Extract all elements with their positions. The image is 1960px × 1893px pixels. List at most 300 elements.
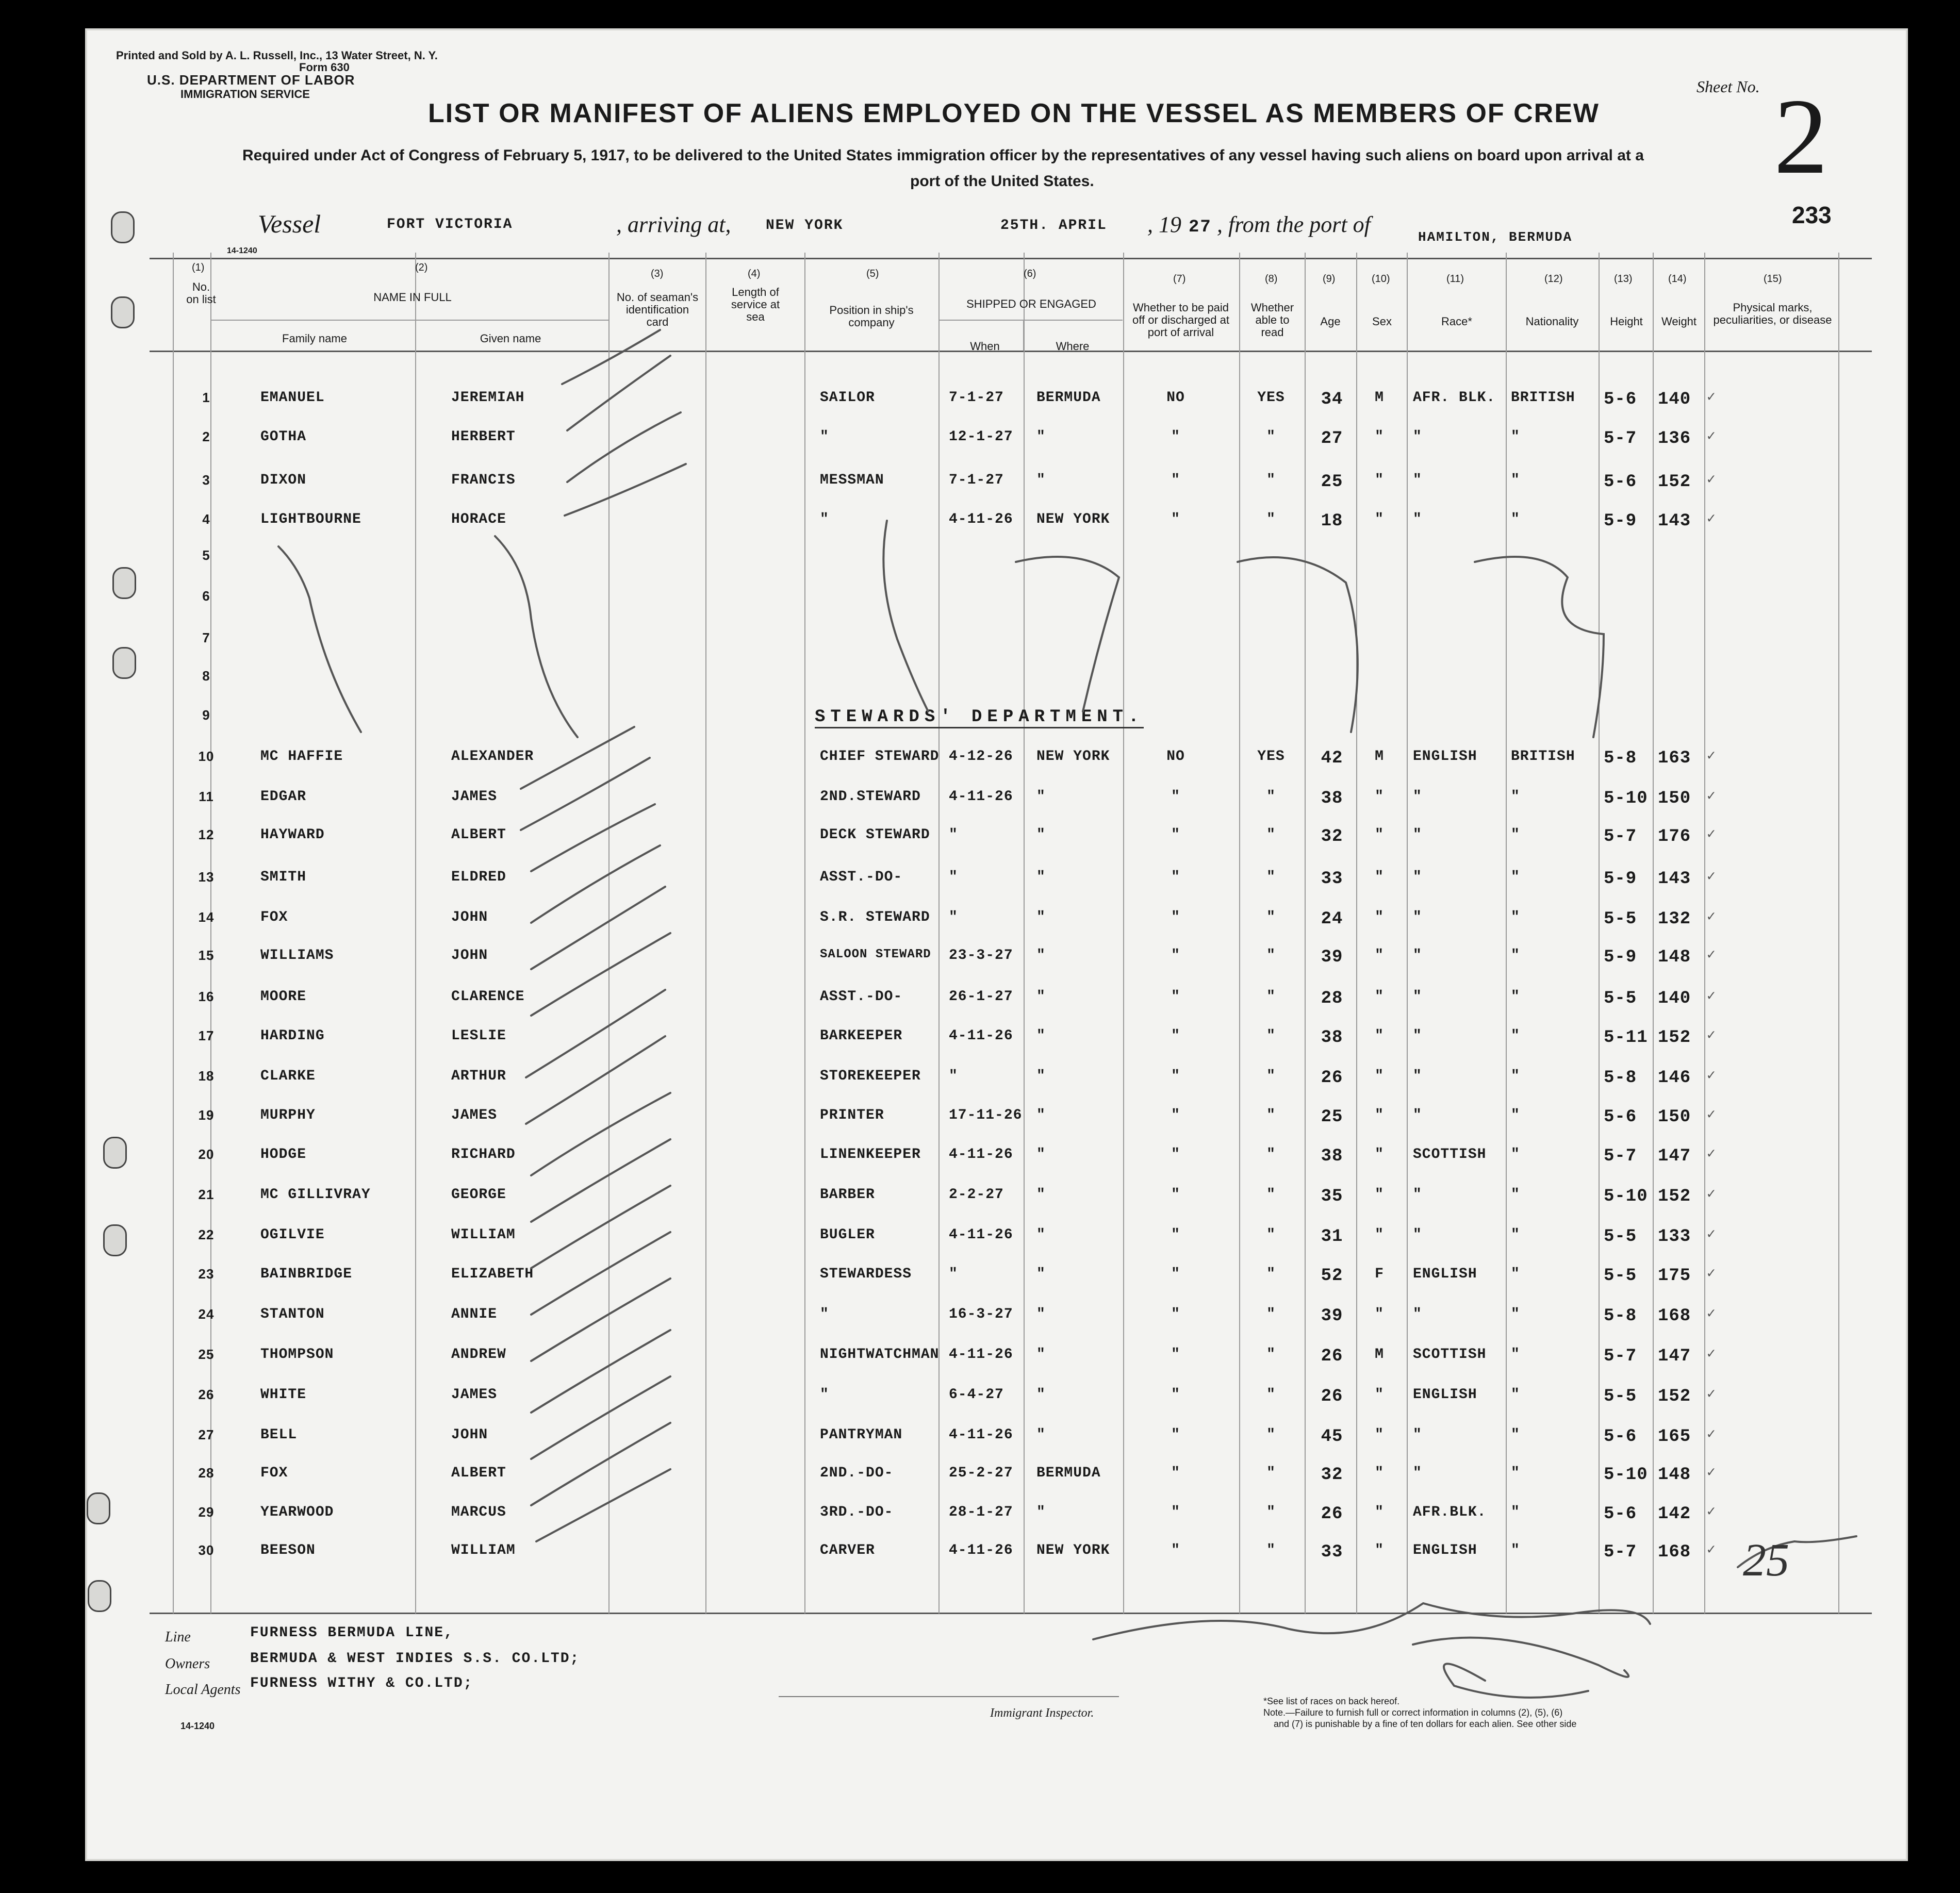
row-position: SALOON STEWARD <box>820 948 931 961</box>
check-mark-icon: ✓ <box>1707 1347 1716 1363</box>
row-no: 13 <box>198 869 215 885</box>
row-race: AFR.BLK. <box>1413 1504 1487 1520</box>
row-no: 4 <box>202 511 210 527</box>
row-no: 14 <box>198 909 215 925</box>
row-where: " <box>1036 1187 1046 1203</box>
row-family: MC GILLIVRAY <box>260 1187 371 1203</box>
check-mark-icon: ✓ <box>1707 1465 1716 1481</box>
row-read: " <box>1266 1347 1276 1363</box>
form-code: 14-1240 <box>227 246 257 255</box>
vessel-label: Vessel <box>258 209 321 238</box>
row-read: " <box>1266 1306 1276 1322</box>
row-age: 27 <box>1321 429 1343 449</box>
row-no: 11 <box>199 789 214 804</box>
col8-number: (8) <box>1265 273 1278 285</box>
row-age: 26 <box>1321 1347 1343 1366</box>
row-given: LESLIE <box>451 1028 506 1044</box>
row-paid: " <box>1171 948 1180 964</box>
row-where: " <box>1036 1227 1046 1243</box>
total-count-mark: 25 <box>1743 1535 1789 1586</box>
row-height: 5-10 <box>1604 789 1648 808</box>
row-paid: " <box>1171 1504 1180 1520</box>
arriving-label: , arriving at, <box>616 212 731 237</box>
col11-number: (11) <box>1446 273 1464 285</box>
row-family: SMITH <box>260 869 307 885</box>
row-age: 52 <box>1321 1266 1343 1286</box>
row-race: ENGLISH <box>1413 1542 1477 1558</box>
row-when: 12-1-27 <box>949 429 1013 445</box>
row-height: 5-7 <box>1604 429 1637 449</box>
row-sex: " <box>1375 1107 1384 1123</box>
owners-label: Owners <box>165 1656 210 1672</box>
row-no: 5 <box>202 547 210 563</box>
row-position: DECK STEWARD <box>820 827 930 843</box>
row-height: 5-5 <box>1604 1266 1637 1286</box>
check-mark-icon: ✓ <box>1707 989 1716 1005</box>
row-where: " <box>1036 1266 1046 1282</box>
row-where: " <box>1036 827 1046 843</box>
col15-header: Physical marks, peculiarities, or disease <box>1713 301 1832 326</box>
row-family: HAYWARD <box>260 827 325 843</box>
row-read: " <box>1266 869 1276 885</box>
row-where: " <box>1036 1347 1046 1363</box>
check-mark-icon: ✓ <box>1707 1266 1716 1282</box>
row-weight: 142 <box>1658 1504 1691 1524</box>
check-mark-icon: ✓ <box>1707 511 1716 527</box>
shipping-line: FURNESS BERMUDA LINE, <box>250 1625 454 1641</box>
row-sex: " <box>1375 1028 1384 1044</box>
arrival-port: NEW YORK <box>766 218 844 234</box>
row-nat: " <box>1511 1465 1520 1481</box>
row-position: SAILOR <box>820 390 875 406</box>
row-position: BUGLER <box>820 1227 875 1243</box>
col6-number: (6) <box>1024 268 1036 279</box>
row-sex: " <box>1375 948 1384 964</box>
row-sex: " <box>1375 1306 1384 1322</box>
row-race: " <box>1413 1107 1422 1123</box>
from-port-label: , from the port of <box>1217 212 1371 237</box>
row-given: ELIZABETH <box>451 1266 534 1282</box>
row-given: JOHN <box>451 948 488 964</box>
row-read: " <box>1266 1068 1276 1084</box>
row-no: 1 <box>202 390 210 405</box>
row-position: " <box>820 429 829 445</box>
row-weight: 147 <box>1658 1147 1691 1166</box>
row-read: " <box>1266 1227 1276 1243</box>
row-given: JOHN <box>451 909 488 925</box>
row-sex: " <box>1375 869 1384 885</box>
row-family: GOTHA <box>260 429 307 445</box>
arrival-date: 25TH. APRIL <box>1000 218 1107 234</box>
row-sex: " <box>1375 1465 1384 1481</box>
row-paid: " <box>1171 1187 1180 1203</box>
department-name: U.S. DEPARTMENT OF LABOR <box>147 72 355 88</box>
row-weight: 143 <box>1658 511 1691 531</box>
row-family: FOX <box>260 909 288 925</box>
check-mark-icon: ✓ <box>1707 948 1716 964</box>
row-when: 16-3-27 <box>949 1306 1013 1322</box>
sheet-number: 2 <box>1774 77 1828 196</box>
row-age: 25 <box>1321 472 1343 492</box>
col13-header: Height <box>1610 315 1643 328</box>
row-position: STOREKEEPER <box>820 1068 921 1084</box>
row-height: 5-8 <box>1604 749 1637 768</box>
agents-label: Local Agents <box>165 1682 241 1698</box>
row-family: WHITE <box>260 1387 307 1403</box>
col6-header: SHIPPED OR ENGAGED <box>966 297 1096 310</box>
row-age: 45 <box>1321 1427 1343 1447</box>
row-weight: 168 <box>1658 1542 1691 1562</box>
col5-number: (5) <box>866 268 879 279</box>
given-name-header: Given name <box>480 332 541 345</box>
row-given: JAMES <box>451 789 498 805</box>
row-age: 39 <box>1321 1306 1343 1326</box>
row-sex: F <box>1375 1266 1384 1282</box>
row-no: 26 <box>198 1387 215 1402</box>
row-nat: " <box>1511 948 1520 964</box>
row-sex: " <box>1375 472 1384 488</box>
check-mark-icon: ✓ <box>1707 1306 1716 1322</box>
row-where: " <box>1036 1306 1046 1322</box>
row-nat: " <box>1511 1107 1520 1123</box>
col10-header: Sex <box>1372 315 1392 328</box>
row-position: ASST.-DO- <box>820 989 903 1005</box>
row-family: MURPHY <box>260 1107 316 1123</box>
row-age: 28 <box>1321 989 1343 1008</box>
row-weight: 147 <box>1658 1347 1691 1366</box>
row-race: " <box>1413 1427 1422 1443</box>
col9-header: Age <box>1320 315 1341 328</box>
row-where: " <box>1036 869 1046 885</box>
row-nat: " <box>1511 1147 1520 1163</box>
row-given: ARTHUR <box>451 1068 506 1084</box>
row-weight: 132 <box>1658 909 1691 929</box>
row-position: 3RD.-DO- <box>820 1504 894 1520</box>
row-position: BARBER <box>820 1187 875 1203</box>
row-where: " <box>1036 1387 1046 1403</box>
row-when: 23-3-27 <box>949 948 1013 964</box>
row-read: " <box>1266 429 1276 445</box>
row-height: 5-8 <box>1604 1306 1637 1326</box>
row-family: EMANUEL <box>260 390 325 406</box>
row-position: S.R. STEWARD <box>820 909 930 925</box>
row-no: 29 <box>198 1504 215 1520</box>
check-mark-icon: ✓ <box>1707 1107 1716 1123</box>
row-given: FRANCIS <box>451 472 516 488</box>
row-position: 2ND.STEWARD <box>820 789 921 805</box>
row-read: " <box>1266 1187 1276 1203</box>
row-position: ASST.-DO- <box>820 869 903 885</box>
row-height: 5-9 <box>1604 511 1637 531</box>
row-race: " <box>1413 948 1422 964</box>
row-nat: " <box>1511 827 1520 843</box>
row-age: 24 <box>1321 909 1343 929</box>
row-age: 32 <box>1321 1465 1343 1485</box>
row-race: " <box>1413 909 1422 925</box>
family-name-header: Family name <box>282 332 347 345</box>
row-height: 5-11 <box>1604 1028 1648 1048</box>
page-number: 233 <box>1792 202 1832 228</box>
row-where: NEW YORK <box>1036 1542 1110 1558</box>
row-race: ENGLISH <box>1413 749 1477 765</box>
row-when: 28-1-27 <box>949 1504 1013 1520</box>
col7-header: Whether to be paid off or discharged at port of arrival <box>1132 301 1229 339</box>
row-weight: 146 <box>1658 1068 1691 1088</box>
col4-header: Length of service at sea <box>731 286 780 323</box>
row-race: " <box>1413 511 1422 527</box>
row-read: " <box>1266 989 1276 1005</box>
row-nat: " <box>1511 511 1520 527</box>
row-paid: " <box>1171 909 1180 925</box>
col1-number: (1) <box>192 262 205 273</box>
row-nat: " <box>1511 1427 1520 1443</box>
row-family: LIGHTBOURNE <box>260 511 361 527</box>
row-when: 7-1-27 <box>949 472 1004 488</box>
inspector-signature-line <box>779 1696 1119 1697</box>
row-given: ALBERT <box>451 827 506 843</box>
row-height: 5-5 <box>1604 909 1637 929</box>
arrival-year: 27 <box>1189 218 1212 237</box>
row-weight: 148 <box>1658 948 1691 967</box>
penalty-note: Note.—Failure to furnish full or correct information in columns (2), (5), (6) <box>1263 1707 1563 1718</box>
row-sex: " <box>1375 511 1384 527</box>
row-paid: " <box>1171 789 1180 805</box>
row-given: JAMES <box>451 1387 498 1403</box>
row-race: SCOTTISH <box>1413 1347 1487 1363</box>
row-sex: " <box>1375 1227 1384 1243</box>
row-given: JEREMIAH <box>451 390 525 406</box>
row-read: " <box>1266 1387 1276 1403</box>
row-race: " <box>1413 989 1422 1005</box>
row-when: 4-11-26 <box>949 789 1013 805</box>
check-mark-icon: ✓ <box>1707 1427 1716 1443</box>
row-height: 5-8 <box>1604 1068 1637 1088</box>
departure-port: HAMILTON, BERMUDA <box>1418 229 1573 245</box>
row-weight: 143 <box>1658 869 1691 889</box>
row-read: " <box>1266 1147 1276 1163</box>
row-paid: " <box>1171 1028 1180 1044</box>
subtitle-continued: port of the United States. <box>910 173 1094 190</box>
row-race: " <box>1413 1028 1422 1044</box>
row-no: 7 <box>202 630 210 645</box>
row-weight: 150 <box>1658 789 1691 808</box>
row-paid: " <box>1171 472 1180 488</box>
row-where: " <box>1036 1427 1046 1443</box>
row-age: 38 <box>1321 1147 1343 1166</box>
row-when: " <box>949 1068 958 1084</box>
col3-header: No. of seaman's identification card <box>616 291 699 328</box>
row-nat: " <box>1511 909 1520 925</box>
row-sex: " <box>1375 1504 1384 1520</box>
row-race: SCOTTISH <box>1413 1147 1487 1163</box>
row-sex: M <box>1375 1347 1384 1363</box>
row-where: " <box>1036 429 1046 445</box>
row-no: 30 <box>198 1542 215 1558</box>
row-age: 34 <box>1321 390 1343 409</box>
row-height: 5-9 <box>1604 869 1637 889</box>
row-race: " <box>1413 1306 1422 1322</box>
check-mark-icon: ✓ <box>1707 429 1716 445</box>
col2-number: (2) <box>415 262 428 273</box>
row-weight: 168 <box>1658 1306 1691 1326</box>
row-race: " <box>1413 1465 1422 1481</box>
row-sex: " <box>1375 1187 1384 1203</box>
row-read: " <box>1266 472 1276 488</box>
row-when: 26-1-27 <box>949 989 1013 1005</box>
col15-number: (15) <box>1764 273 1782 285</box>
row-when: 17-11-26 <box>949 1107 1023 1123</box>
check-mark-icon: ✓ <box>1707 1187 1716 1203</box>
row-when: " <box>949 1266 958 1282</box>
row-age: 38 <box>1321 789 1343 808</box>
row-family: HODGE <box>260 1147 307 1163</box>
row-no: 28 <box>198 1465 215 1481</box>
department-label: STEWARDS' DEPARTMENT. <box>815 707 1144 728</box>
inspector-label: Immigrant Inspector. <box>990 1706 1094 1720</box>
row-read: YES <box>1257 749 1285 765</box>
row-no: 20 <box>198 1147 215 1162</box>
row-nat: " <box>1511 869 1520 885</box>
row-race: " <box>1413 789 1422 805</box>
row-age: 26 <box>1321 1068 1343 1088</box>
row-position: 2ND.-DO- <box>820 1465 894 1481</box>
row-where: " <box>1036 909 1046 925</box>
row-nat: " <box>1511 1068 1520 1084</box>
row-where: BERMUDA <box>1036 390 1101 406</box>
col13-number: (13) <box>1614 273 1633 285</box>
col14-number: (14) <box>1668 273 1687 285</box>
row-nat: " <box>1511 1542 1520 1558</box>
row-when: 7-1-27 <box>949 390 1004 406</box>
row-position: NIGHTWATCHMAN <box>820 1347 940 1363</box>
row-no: 10 <box>198 749 215 764</box>
row-read: " <box>1266 1266 1276 1282</box>
row-read: " <box>1266 1107 1276 1123</box>
row-sex: " <box>1375 429 1384 445</box>
row-sex: " <box>1375 989 1384 1005</box>
row-when: 4-11-26 <box>949 1427 1013 1443</box>
row-no: 18 <box>198 1068 215 1084</box>
col8-header: Whether able to read <box>1250 301 1294 339</box>
row-age: 26 <box>1321 1387 1343 1406</box>
row-no: 23 <box>198 1266 215 1282</box>
row-race: " <box>1413 1068 1422 1084</box>
check-mark-icon: ✓ <box>1707 789 1716 805</box>
row-where: " <box>1036 1068 1046 1084</box>
row-where: " <box>1036 948 1046 964</box>
row-paid: " <box>1171 1107 1180 1123</box>
footer-form-code: 14-1240 <box>180 1721 215 1731</box>
row-read: " <box>1266 1028 1276 1044</box>
row-paid: " <box>1171 1347 1180 1363</box>
service-name: IMMIGRATION SERVICE <box>180 88 310 101</box>
row-when: " <box>949 909 958 925</box>
row-weight: 175 <box>1658 1266 1691 1286</box>
row-where: " <box>1036 1504 1046 1520</box>
row-race: " <box>1413 827 1422 843</box>
row-when: 4-11-26 <box>949 1347 1013 1363</box>
row-where: " <box>1036 989 1046 1005</box>
row-read: " <box>1266 827 1276 843</box>
row-no: 24 <box>198 1306 215 1322</box>
row-paid: " <box>1171 1266 1180 1282</box>
row-nat: " <box>1511 989 1520 1005</box>
check-mark-icon: ✓ <box>1707 1028 1716 1044</box>
row-nat: " <box>1511 472 1520 488</box>
row-height: 5-6 <box>1604 390 1637 409</box>
row-given: ALEXANDER <box>451 749 534 765</box>
row-given: MARCUS <box>451 1504 506 1520</box>
row-sex: " <box>1375 1427 1384 1443</box>
row-weight: 133 <box>1658 1227 1691 1247</box>
row-when: 25-2-27 <box>949 1465 1013 1481</box>
row-position: " <box>820 511 829 527</box>
row-height: 5-6 <box>1604 1504 1637 1524</box>
row-nat: " <box>1511 429 1520 445</box>
row-height: 5-7 <box>1604 1147 1637 1166</box>
row-family: BELL <box>260 1427 298 1443</box>
row-race: ENGLISH <box>1413 1266 1477 1282</box>
where-header: Where <box>1056 340 1090 353</box>
row-weight: 148 <box>1658 1465 1691 1485</box>
subtitle: Required under Act of Congress of February 5, 1917, to be delivered to the United States immigration officer by the representatives of any vessel having such aliens on board upon arrival at a <box>242 147 1644 164</box>
row-race: " <box>1413 869 1422 885</box>
row-no: 19 <box>198 1107 215 1123</box>
row-given: RICHARD <box>451 1147 516 1163</box>
row-given: HORACE <box>451 511 506 527</box>
row-given: GEORGE <box>451 1187 506 1203</box>
row-read: " <box>1266 948 1276 964</box>
row-given: JAMES <box>451 1107 498 1123</box>
row-where: NEW YORK <box>1036 511 1110 527</box>
row-family: STANTON <box>260 1306 325 1322</box>
row-height: 5-6 <box>1604 472 1637 492</box>
col5-header: Position in ship's company <box>829 304 914 329</box>
check-mark-icon: ✓ <box>1707 1227 1716 1243</box>
check-mark-icon: ✓ <box>1707 472 1716 488</box>
row-paid: " <box>1171 1227 1180 1243</box>
col12-number: (12) <box>1544 273 1563 285</box>
row-family: THOMPSON <box>260 1347 334 1363</box>
row-race: AFR. BLK. <box>1413 390 1496 406</box>
check-mark-icon: ✓ <box>1707 1542 1716 1558</box>
check-mark-icon: ✓ <box>1707 1147 1716 1163</box>
check-mark-icon: ✓ <box>1707 749 1716 765</box>
check-mark-icon: ✓ <box>1707 909 1716 925</box>
row-where: BERMUDA <box>1036 1465 1101 1481</box>
printer-credit: Printed and Sold by A. L. Russell, Inc., 13 Water Street, N. Y. <box>116 49 438 62</box>
row-weight: 165 <box>1658 1427 1691 1447</box>
check-mark-icon: ✓ <box>1707 827 1716 843</box>
row-family: MOORE <box>260 989 307 1005</box>
row-age: 42 <box>1321 749 1343 768</box>
row-read: YES <box>1257 390 1285 406</box>
row-no: 15 <box>198 948 215 963</box>
row-weight: 140 <box>1658 390 1691 409</box>
row-read: " <box>1266 1542 1276 1558</box>
row-nat: " <box>1511 1387 1520 1403</box>
row-paid: " <box>1171 827 1180 843</box>
row-weight: 163 <box>1658 749 1691 768</box>
row-no: 3 <box>202 472 210 488</box>
row-given: ALBERT <box>451 1465 506 1481</box>
row-family: EDGAR <box>260 789 307 805</box>
row-race: " <box>1413 429 1422 445</box>
row-no: 6 <box>202 588 210 604</box>
col4-number: (4) <box>748 268 761 279</box>
row-when: 4-11-26 <box>949 1227 1013 1243</box>
row-paid: NO <box>1166 749 1185 765</box>
